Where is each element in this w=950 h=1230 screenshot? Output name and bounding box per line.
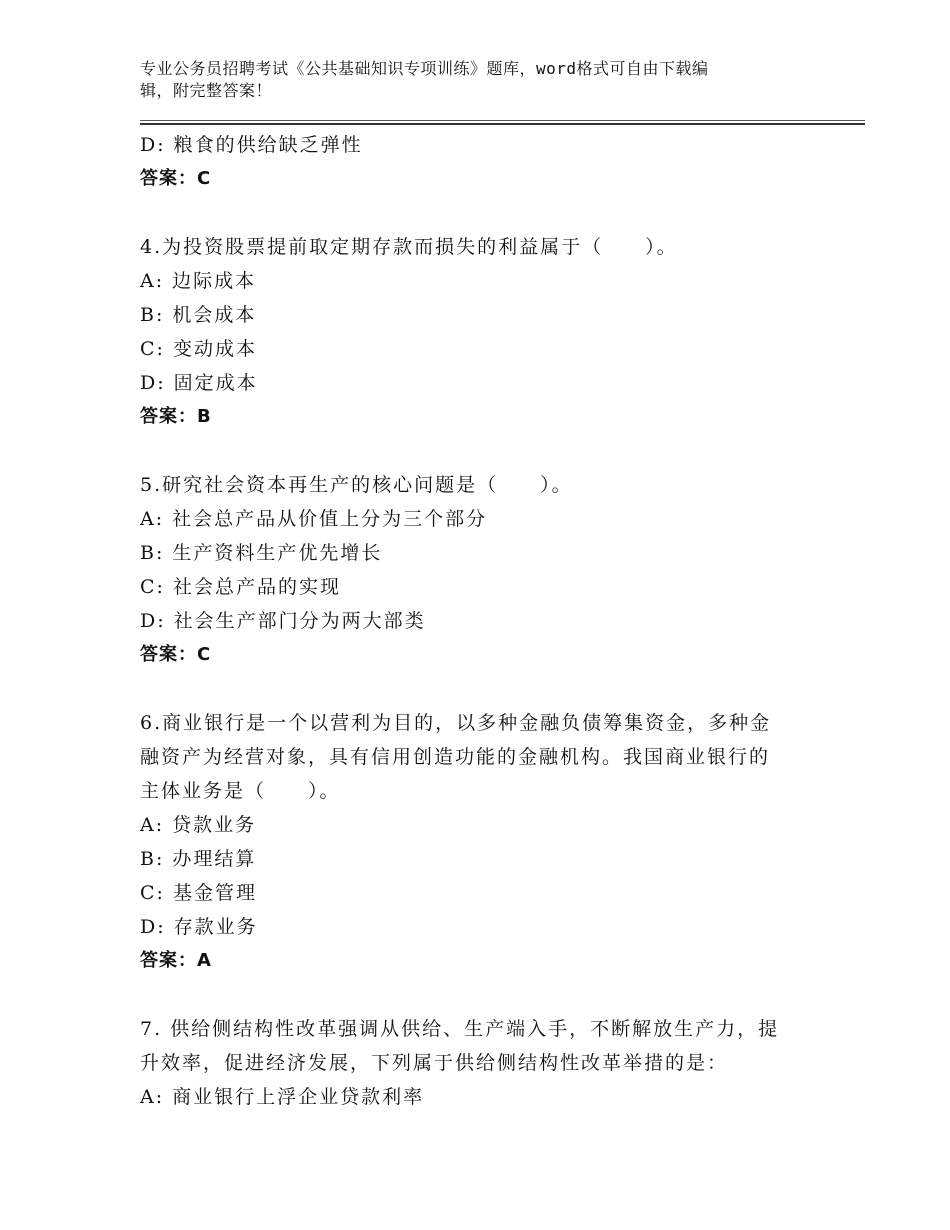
option-line: B: 办理结算 (140, 848, 257, 870)
document-header (140, 58, 790, 102)
header-line-1: 专业公务员招聘考试《公共基础知识专项训练》题库，word格式可自由下载编 (140, 59, 709, 78)
question-text: 主体业务是（ ）。 (140, 780, 341, 802)
answer-line: 答案：C (140, 168, 212, 189)
option-line: D: 社会生产部门分为两大部类 (140, 610, 426, 632)
option-line: A: 贷款业务 (140, 814, 257, 836)
option-line: D: 粮食的供给缺乏弹性 (140, 134, 363, 156)
spacer (140, 196, 830, 230)
option-line: B: 生产资料生产优先增长 (140, 542, 383, 564)
option-line: C: 基金管理 (140, 882, 257, 904)
option-line: A: 边际成本 (140, 270, 257, 292)
header-divider (140, 120, 865, 121)
option-line: A: 商业银行上浮企业贷款利率 (140, 1086, 425, 1108)
question-text: 4.为投资股票提前取定期存款而损失的利益属于（ ）。 (140, 236, 678, 258)
answer-line: 答案：B (140, 406, 212, 427)
question-text: 5.研究社会资本再生产的核心问题是（ ）。 (140, 474, 573, 496)
header-line-2: 辑，附完整答案！ (140, 81, 273, 100)
option-line: D: 存款业务 (140, 916, 258, 938)
option-line: B: 机会成本 (140, 304, 257, 326)
option-line: A: 社会总产品从价值上分为三个部分 (140, 508, 488, 530)
answer-line: 答案：A (140, 950, 212, 971)
spacer (140, 434, 830, 468)
question-text: 融资产为经营对象，具有信用创造功能的金融机构。我国商业银行的 (140, 746, 771, 768)
option-line: C: 变动成本 (140, 338, 257, 360)
spacer (140, 978, 830, 1012)
question-text: 7. 供给侧结构性改革强调从供给、生产端入手，不断解放生产力，提 (140, 1018, 780, 1040)
option-line: D: 固定成本 (140, 372, 258, 394)
question-text: 6.商业银行是一个以营利为目的，以多种金融负债筹集资金，多种金 (140, 712, 772, 734)
question-list (140, 128, 830, 1114)
option-line: C: 社会总产品的实现 (140, 576, 341, 598)
spacer (140, 672, 830, 706)
answer-line: 答案：C (140, 644, 212, 665)
question-text: 升效率，促进经济发展，下列属于供给侧结构性改革举措的是： (140, 1052, 729, 1074)
header-divider-thick (140, 123, 865, 125)
